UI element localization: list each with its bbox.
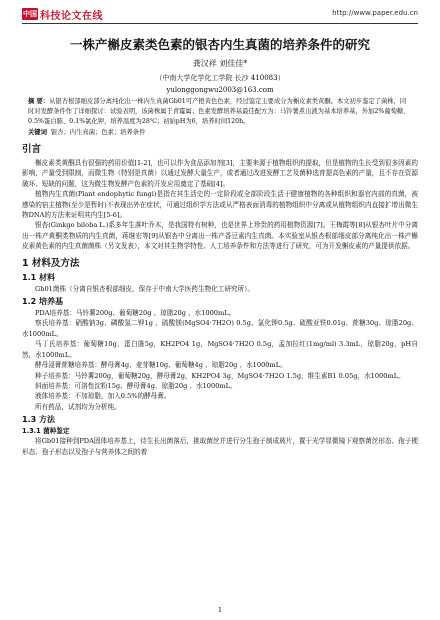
identification-text: 将Gb01接种到PDA固体培养基上，待生长出菌落后，挑取菌丝并进行分生孢子制成玻片，置于光学显微镜下观察菌丝形态、孢子梗形态、孢子形态以及孢子与营养体之间的着 [22,437,418,456]
site-logo[interactable] [22,7,103,21]
media-pda: PDA培养基：马铃薯200g、葡萄糖20g 、琼脂20g 、水1000mL。 [35,309,236,318]
abstract-text: 从银杏根部细皮部分离纯化出一株内生真菌Gb01可产橙黄色色素，经过鉴定主要成分为槲皮素类黄酮。本文初步鉴定了菌株，同时对发酵条件作了详细探讨：试验表明，该菌株属于青霉属；色素发酵培养基最佳配方为：马铃薯煮出液为基本培养基，外加2%葡萄糖、0.5%蛋白胨、0.1%氯化钾，培养温度为28℃；初始pH为6，培养时间120h。 [28,98,410,125]
intro-paragraph-3: 银杏(Ginkgo biloba L.)系多年生落叶乔木，是我国特有树种，也是世界上珍贵的药用植物资源[7]。王梅霞等[8]从银杏叶片中分离出一株产黄酮类物质的内生真菌，蒋继宏等[9]从银杏中分离出一株产香豆素内生真菌。本实验室从银杏根部细皮部分离纯化出一株产槲皮素黄色素的内生真菌菌株（另文发表），本文对其生物学特性、人工培养条件和方法等进行了研究，可为开发槲皮素的产量提供依据。 [22,221,418,251]
logo-text: 科技论文在线 [40,10,103,22]
method-heading: 1.3 方法 [22,415,55,425]
keywords-label: 关键词 [28,129,47,136]
header-rule [22,23,418,24]
paper-title: 一株产槲皮素类色素的银杏内生真菌的培养条件的研究 [69,37,370,52]
affiliation: （中南大学化学化工学院 长沙 410083） [155,74,285,82]
intro-paragraph-1: 槲皮素类黄酮具有很强的药用价值[1-2]，也可以作为食品添加剂[3]，主要来源于植物组织的提取，但是植物的生长受到很多因素的影响，产量受到限制，而微生物（特别是真菌）以通过发酵大量生产，或者通过改进发酵工艺及菌种选育提高色素的产量，且不存在资源破坏、短缺的问题，这为微生物发酵产色素的开发应用奠定了基础[4]。 [22,159,418,188]
media-heading: 1.2 培养基 [22,297,63,307]
media-slant: 斜面培养基：可溶性淀粉15g、酵母膏4g、琼脂20g 、水1000mL。 [35,381,237,390]
keywords [28,128,412,138]
author-email[interactable]: yulonggongwu2003@163.com [166,86,274,94]
methods-heading: 1 材料及方法 [22,257,80,269]
page-number: 1 [217,606,223,614]
abstract [28,97,412,127]
media-czapek: 察氏培养基：硝酸钠3g、磷酸氢二钾1g 、硫酸镁(MgSO4·7H2O) 0.5g、氯化钾0.5g、硫酸亚铁0.01g、蔗糖30g、琼脂20g、水1000mL。 [22,319,418,338]
materials-text: Gb01菌株（分离自银杏根部细皮，保存于中南大学医药生物化工研究所）。 [35,284,254,293]
intro-heading: 引言 [22,144,42,155]
media-seed: 种子培养基：马铃薯200g，葡萄糖20g，酵母膏2g，KH2PO4 3g，MgSO4·7H2O 1.5g，维生素B1 0.05g，水1000mL。 [35,371,405,380]
media-martin: 马丁氏培养基：葡萄糖10g，蛋白胨5g，KH2PO4 1g，MgSO4·7H2O 0.5g，孟加拉红(1mg/ml) 3.3mL，琼脂20g，pH自然，水1000mL。 [22,340,418,359]
authors: 龚汉祥 刘佳佳* [192,59,248,68]
identification-heading: 1.3.1 菌种鉴定 [22,427,70,436]
media-liquid: 液体培养基：不加琼脂，加入0.5%的酵母膏。 [35,392,171,401]
materials-heading: 1.1 材料 [22,272,55,282]
page-header [0,0,440,24]
media-reagent: 所有药品，试剂均为分析纯。 [35,402,121,411]
site-url[interactable]: http://www.paper.edu.cn [332,9,418,17]
logo-badge: 中国 [23,10,37,18]
abstract-label: 摘 要： [28,98,50,105]
media-malt: 酵母浸膏蔗糖培养基：酵母膏4g、麦芽糖10g、葡萄糖4g 、琼脂20g 、水1000mL。 [35,361,287,370]
keywords-text: 银杏；内生真菌；色素；培养条件 [50,129,146,136]
intro-paragraph-2: 植物内生真菌(Plant endophytic fungi)是指在其生活史的一定阶段或全部阶段生活于健康植物的各种组织和器官内部的真菌，被感染的宿主植物(至少是暂时)不表现出外在症状，可通过组织学方法或从严格表面消毒的植物组织中分离或从植物组织内直接扩增出微生物DNA的方法来证明其内生[5-6]。 [22,190,418,220]
